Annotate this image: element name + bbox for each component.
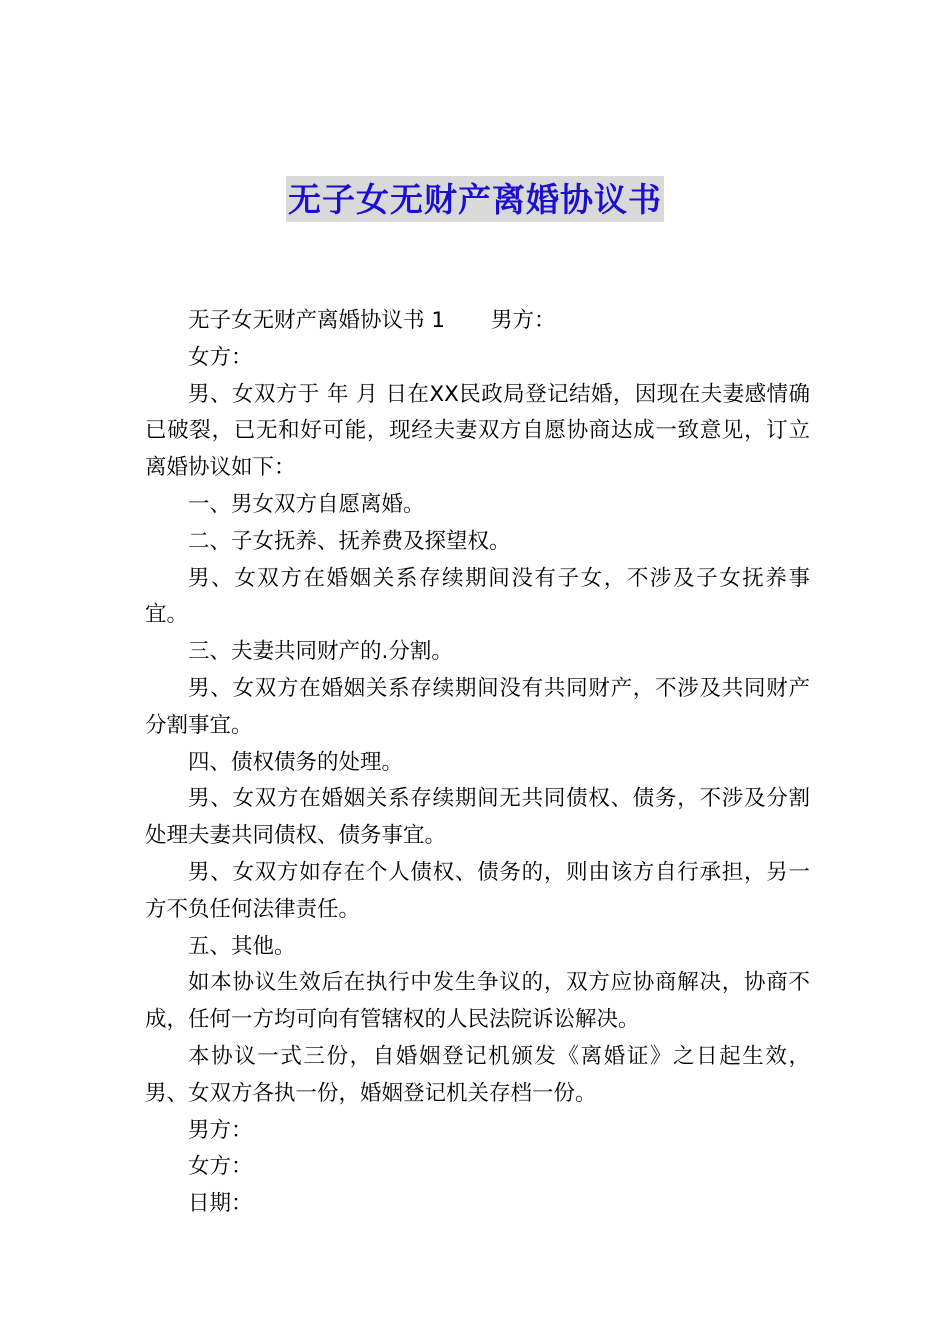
paragraph-section-5: 五、其他。 [188, 933, 296, 959]
heading-line [145, 303, 810, 340]
paragraph-section-4: 四、债权债务的处理。 [188, 749, 404, 775]
paragraph-section-2: 二、子女抚养、抚养费及探望权。 [188, 528, 511, 554]
signature-male: 男方： [188, 1117, 253, 1143]
signature-female: 女方： [188, 1154, 253, 1180]
document-body [145, 303, 810, 1223]
document-title: 无子女无财产离婚协议书 [286, 176, 664, 222]
paragraph-section-5-text-1: 如本协议生效后在执行中发生争议的，双方应协商解决，协商不成，任何一方均可向有管辖权的人民法院诉讼解决。 [145, 970, 810, 1033]
paragraph-section-4-text-1: 男、女双方在婚姻关系存续期间无共同债权、债务，不涉及分割处理夫妻共同债权、债务事宜。 [145, 786, 810, 849]
paragraph-female-party: 女方： [188, 344, 253, 370]
paragraph-section-4-text-2: 男、女双方如存在个人债权、债务的，则由该方自行承担，另一方不负任何法律责任。 [145, 859, 810, 922]
heading-line-male-party: 男方： [491, 308, 556, 333]
paragraph-section-2-text: 男、女双方在婚姻关系存续期间没有子女，不涉及子女抚养事宜。 [145, 565, 810, 628]
paragraph-section-3-text: 男、女双方在婚姻关系存续期间没有共同财产，不涉及共同财产分割事宜。 [145, 675, 810, 738]
heading-line-title: 无子女无财产离婚协议书 1 [188, 308, 446, 333]
paragraph-section-1: 一、男女双方自愿离婚。 [188, 491, 425, 517]
signature-date: 日期： [188, 1191, 253, 1217]
title-container [0, 176, 950, 222]
paragraph-preamble: 男、女双方于 年 月 日在XX民政局登记结婚，因现在夫妻感情确已破裂，已无和好可能，现经夫妻双方自愿协商达成一致意见，订立离婚协议如下： [145, 381, 810, 481]
paragraph-section-5-text-2: 本协议一式三份，自婚姻登记机颁发《离婚证》之日起生效，男、女双方各执一份，婚姻登记机关存档一份。 [145, 1043, 810, 1106]
paragraph-section-3: 三、夫妻共同财产的.分割。 [188, 639, 453, 665]
